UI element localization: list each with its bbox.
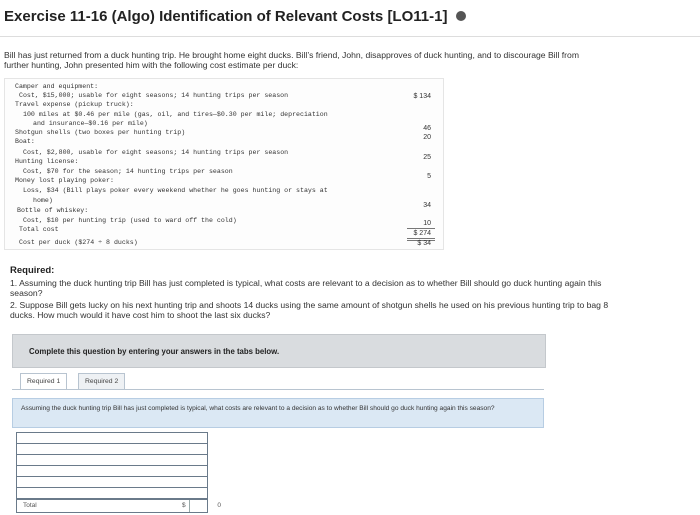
estimate-row: Boat: [15, 138, 35, 145]
estimate-amount: 20 [423, 134, 431, 141]
answer-row-input[interactable] [16, 487, 208, 499]
estimate-row: Money lost playing poker: [15, 177, 114, 184]
estimate-amount: 5 [427, 173, 431, 180]
intro-text: Bill has just returned from a duck hunting trip. He brought home eight ducks. Bill’s friend, John, disapproves of duck hunting, and to discourage Bill from further hunting, John presented him with the following cost estimate per duck: [4, 50, 579, 70]
estimate-row: Loss, $34 (Bill plays poker every weekend whether he goes hunting or stays at [23, 187, 328, 194]
question-banner [12, 398, 544, 428]
estimate-row: 100 miles at $0.46 per mile (gas, oil, and tires—$0.30 per mile; depreciation [23, 111, 328, 118]
bookmark-icon[interactable] [456, 11, 466, 21]
total-value: 0 [189, 500, 223, 512]
estimate-row: Cost, $15,000; usable for eight seasons; 14 hunting trips per season [19, 92, 289, 99]
estimate-row: Travel expense (pickup truck): [15, 101, 134, 108]
instructions-banner [12, 334, 546, 368]
estimate-row: home) [33, 197, 53, 204]
page-title: Exercise 11-16 (Algo) Identification of Relevant Costs [LO11-1] [4, 8, 448, 25]
estimate-amount: 34 [423, 202, 431, 209]
required-item-2: 2. Suppose Bill gets lucky on his next hunting trip and shoots 14 ducks using the same amount of shotgun shells he used on his previous hunting trip to bag 8 ducks. How much would it have cost him to shoot the last six ducks? [10, 300, 609, 320]
estimate-amount: 25 [423, 154, 431, 161]
total-currency: $ [182, 502, 186, 509]
total-label: Total [23, 502, 37, 509]
estimate-row: and insurance—$0.16 per mile) [33, 120, 148, 127]
estimate-row: Cost, $70 for the season; 14 hunting trips per season [23, 168, 233, 175]
cost-estimate-table [4, 78, 444, 250]
estimate-row: Bottle of whiskey: [17, 207, 89, 214]
estimate-row: Shotgun shells (two boxes per hunting trip) [15, 129, 186, 136]
question-text: Assuming the duck hunting trip Bill has just completed is typical, what costs are relevant to a decision as to whether Bill should go duck hunting again this season? [21, 405, 495, 412]
instructions-text: Complete this question by entering your answers in the tabs below. [29, 347, 280, 356]
required-item-1: 1. Assuming the duck hunting trip Bill has just completed is typical, what costs are relevant to a decision as to whether Bill should go duck hunting again this season? [10, 278, 602, 298]
required-heading: Required: [10, 265, 55, 276]
estimate-row: Cost per duck ($274 ÷ 8 ducks) [19, 239, 138, 246]
estimate-amount: $ 34 [417, 240, 431, 247]
estimate-amount: 10 [423, 220, 431, 227]
tab-required-2[interactable]: Required 2 [78, 373, 125, 390]
divider [0, 36, 700, 37]
estimate-row: Total cost [19, 226, 59, 233]
estimate-amount: $ 134 [413, 93, 431, 100]
total-row [16, 499, 221, 513]
estimate-amount: 46 [423, 125, 431, 132]
tab-required-1[interactable]: Required 1 [20, 373, 67, 390]
estimate-row: Cost, $2,800, usable for eight seasons; 14 hunting trips per season [23, 149, 289, 156]
estimate-row: Cost, $10 per hunting trip (used to ward off the cold) [23, 217, 237, 224]
estimate-row: Camper and equipment: [15, 83, 99, 90]
estimate-amount: $ 274 [413, 230, 431, 237]
estimate-row: Hunting license: [15, 158, 79, 165]
